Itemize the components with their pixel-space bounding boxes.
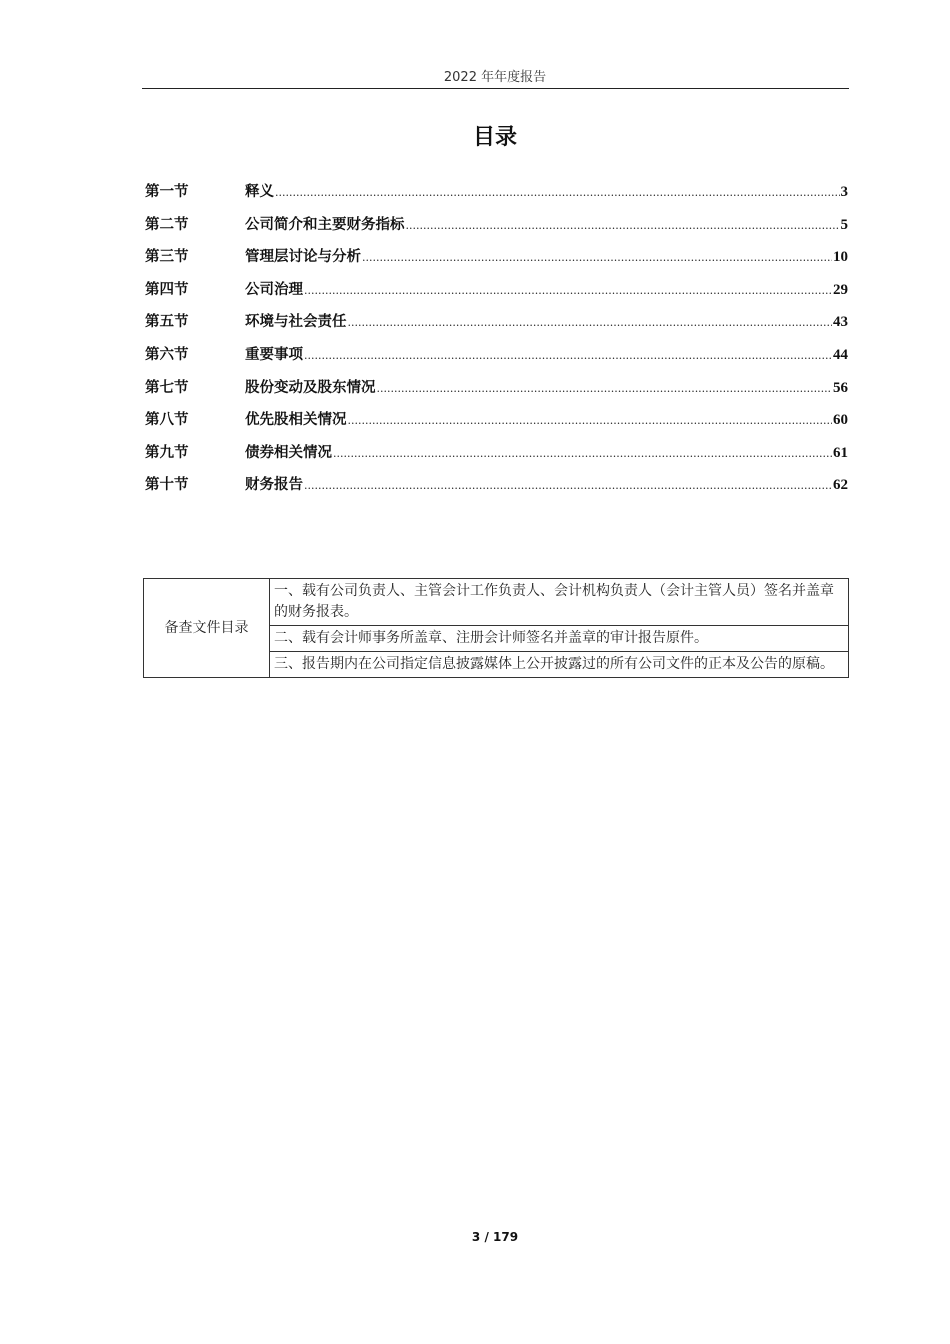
toc-entry[interactable] (145, 213, 848, 246)
toc-title: 目录 (472, 125, 517, 150)
toc-page-number: 5 (840, 216, 848, 233)
toc-entry[interactable] (145, 441, 848, 474)
toc-section-name: 环境与社会责任 (245, 314, 347, 331)
toc-section-number: 第五节 (145, 314, 189, 331)
toc-entry[interactable] (145, 245, 848, 278)
page-header-title: 2022 年年度报告 (443, 70, 547, 85)
toc-page-number: 60 (833, 412, 848, 429)
toc-section-name: 释义 (245, 184, 274, 200)
toc-section-name: 优先股相关情况 (245, 412, 347, 429)
toc-section-number: 第一节 (145, 184, 189, 200)
toc-section-name: 财务报告 (245, 477, 303, 494)
toc-section-number: 第八节 (145, 412, 189, 429)
toc-dot-leader (304, 479, 832, 492)
toc-section-number: 第九节 (145, 444, 189, 461)
toc-dot-leader (304, 349, 832, 362)
toc-page-number: 10 (833, 249, 848, 266)
toc-page-number: 3 (840, 184, 848, 200)
toc-page-number: 62 (833, 477, 848, 494)
reference-document-entry: 二、载有会计师事务所盖章、注册会计师签名并盖章的审计报告原件。 (270, 626, 849, 652)
table-row (144, 579, 849, 626)
reference-documents-label: 备查文件目录 (144, 579, 270, 678)
toc-section-number: 第四节 (145, 281, 189, 298)
toc-entry[interactable] (145, 473, 848, 506)
toc-entry[interactable] (145, 343, 848, 376)
reference-document-entry: 三、报告期内在公司指定信息披露媒体上公开披露过的所有公司文件的正本及公告的原稿。 (270, 652, 849, 678)
toc-entry[interactable] (145, 310, 848, 343)
toc-section-number: 第七节 (145, 379, 189, 396)
toc-dot-leader (304, 284, 832, 297)
toc-section-name: 债券相关情况 (245, 444, 332, 461)
header-divider (142, 88, 849, 89)
toc-section-number: 第六节 (145, 346, 189, 363)
toc-section-name: 公司简介和主要财务指标 (245, 216, 405, 233)
reference-document-entry: 一、载有公司负责人、主管会计工作负责人、会计机构负责人（会计主管人员）签名并盖章的财务报表。 (270, 579, 849, 626)
toc-dot-leader (333, 447, 832, 460)
toc-dot-leader (348, 414, 833, 427)
toc-dot-leader (406, 219, 840, 232)
toc-entry[interactable] (145, 408, 848, 441)
toc-section-number: 第十节 (145, 477, 189, 494)
toc-page-number: 29 (833, 281, 848, 298)
page-number-indicator: 3 / 179 (471, 1230, 519, 1244)
toc-page-number: 44 (833, 346, 848, 363)
toc-section-name: 管理层讨论与分析 (245, 249, 361, 266)
toc-page-number: 56 (833, 379, 848, 396)
toc-entry[interactable] (145, 376, 848, 409)
toc-section-number: 第三节 (145, 249, 189, 266)
toc-section-name: 股份变动及股东情况 (245, 379, 376, 396)
toc-dot-leader (377, 382, 833, 395)
toc-entry[interactable] (145, 278, 848, 311)
toc-section-name: 重要事项 (245, 346, 303, 363)
toc-page-number: 61 (833, 444, 848, 461)
toc-page-number: 43 (833, 314, 848, 331)
toc-section-name: 公司治理 (245, 281, 303, 298)
toc-dot-leader (348, 316, 833, 329)
toc-section-number: 第二节 (145, 216, 189, 233)
reference-documents-table (143, 578, 849, 678)
toc-entry[interactable] (145, 180, 848, 213)
toc-dot-leader (362, 251, 832, 264)
toc-dot-leader (275, 186, 840, 199)
table-of-contents (145, 180, 848, 506)
